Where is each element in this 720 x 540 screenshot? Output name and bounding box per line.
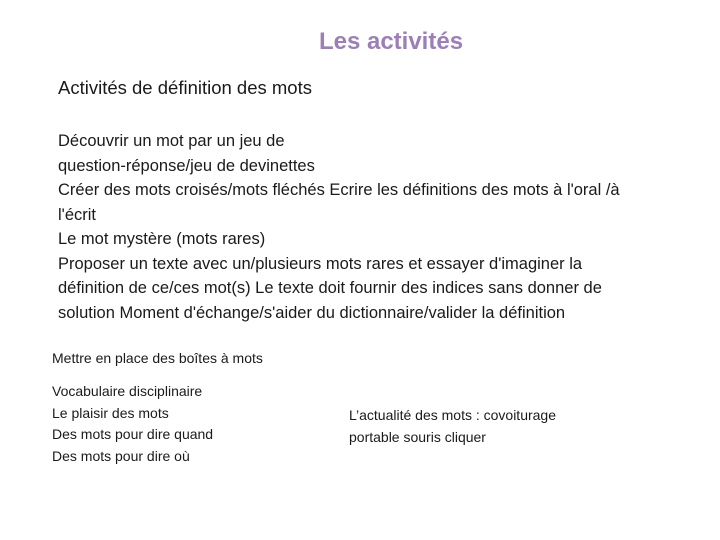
list-item: Le plaisir des mots [52, 404, 169, 421]
body-line: Créer des mots croisés/mots fléchés Ecrire les définitions des mots à l'oral /à [58, 181, 620, 199]
body-line: Proposer un texte avec un/plusieurs mots rares et essayer d'imaginer la [58, 254, 583, 273]
note-line: portable souris cliquer [349, 428, 486, 445]
body-line: question-réponse/jeu de devinettes [58, 156, 315, 175]
note-line: L’actualité des mots : covoiturage [349, 407, 557, 423]
body-line: l'écrit [58, 205, 96, 224]
current-words-note [349, 405, 556, 448]
body-line: solution Moment d'échange/s'aider du dictionnaire/valider la définition [58, 303, 566, 322]
list-item: Des mots pour dire où [52, 447, 190, 464]
vocabulary-list [52, 381, 213, 467]
page-title: Les activités [318, 28, 464, 55]
activities-description [58, 129, 698, 325]
word-boxes-heading: Mettre en place des boîtes à mots [52, 350, 263, 366]
body-line: définition de ce/ces mot(s) Le texte doit fournir des indices sans donner de [58, 279, 602, 297]
list-item: Vocabulaire disciplinaire [52, 383, 203, 399]
body-line: Découvrir un mot par un jeu de [58, 132, 285, 150]
list-item: Des mots pour dire quand [52, 426, 214, 442]
section-subtitle: Activités de définition des mots [58, 77, 312, 98]
body-line: Le mot mystère (mots rares) [58, 230, 266, 248]
